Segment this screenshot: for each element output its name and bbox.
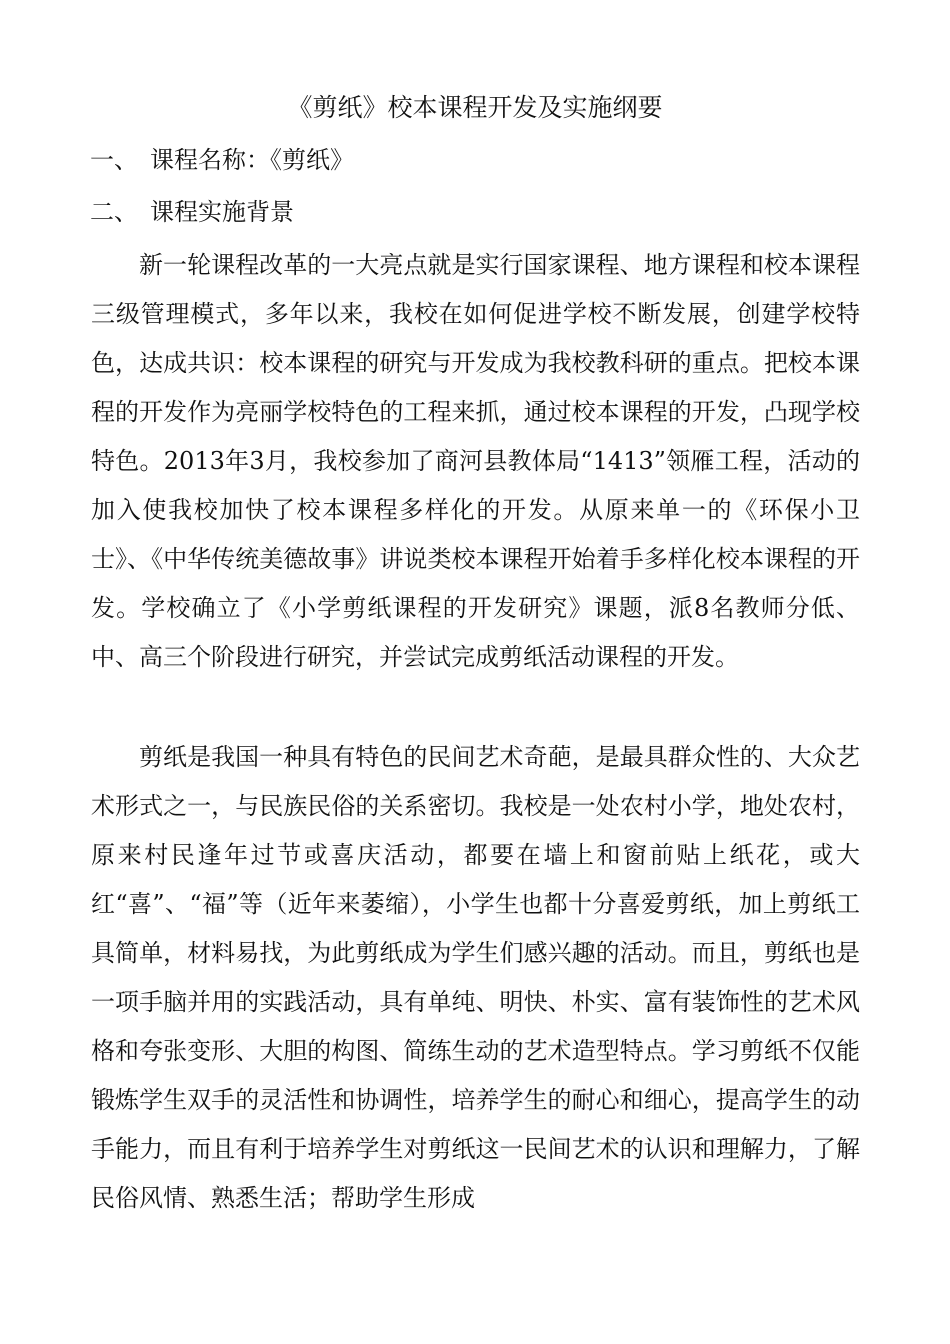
- section-heading-background: [90, 192, 294, 232]
- document-title: 《剪纸》校本课程开发及实施纲要: [287, 93, 663, 122]
- section-number: 一、: [90, 146, 138, 174]
- section-heading-text: 课程实施背景: [150, 198, 294, 226]
- paragraph-reform-background: 新一轮课程改革的一大亮点就是实行国家课程、地方课程和校本课程三级管理模式，多年以来，我校在如何促进学校不断发展，创建学校特色，达成共识：校本课程的研究与开发成为我校教科研的重点。把校本课程的开发作为亮丽学校特色的工程来抓，通过校本课程的开发，凸现学校特色。2013年3月，我校参加了商河县教体局“1413”领雁工程，活动的加入使我校加快了校本课程多样化的开发。从原来单一的《环保小卫士》、《中华传统美德故事》讲说类校本课程开始着手多样化校本课程的开发。学校确立了《小学剪纸课程的开发研究》课题，派8名教师分低、中、高三个阶段进行研究，并尝试完成剪纸活动课程的开发。: [91, 251, 860, 671]
- section-heading-text: 课程名称：《剪纸》: [150, 146, 354, 174]
- section-heading-course-name: [90, 140, 354, 180]
- paragraph-papercut-art: 剪纸是我国一种具有特色的民间艺术奇葩，是最具群众性的、大众艺术形式之一，与民族民俗的关系密切。我校是一处农村小学，地处农村，原来村民逢年过节或喜庆活动，都要在墙上和窗前贴上纸花，或大红“喜”、“福”等（近年来萎缩），小学生也都十分喜爱剪纸，加上剪纸工具简单，材料易找，为此剪纸成为学生们感兴趣的活动。而且，剪纸也是一项手脑并用的实践活动，具有单纯、明快、朴实、富有装饰性的艺术风格和夸张变形、大胆的构图、简练生动的艺术造型特点。学习剪纸不仅能锻炼学生双手的灵活性和协调性，培养学生的耐心和细心，提高学生的动手能力，而且有利于培养学生对剪纸这一民间艺术的认识和理解力，了解民俗风情、熟悉生活；帮助学生形成: [91, 743, 860, 1212]
- section-number: 二、: [90, 198, 138, 226]
